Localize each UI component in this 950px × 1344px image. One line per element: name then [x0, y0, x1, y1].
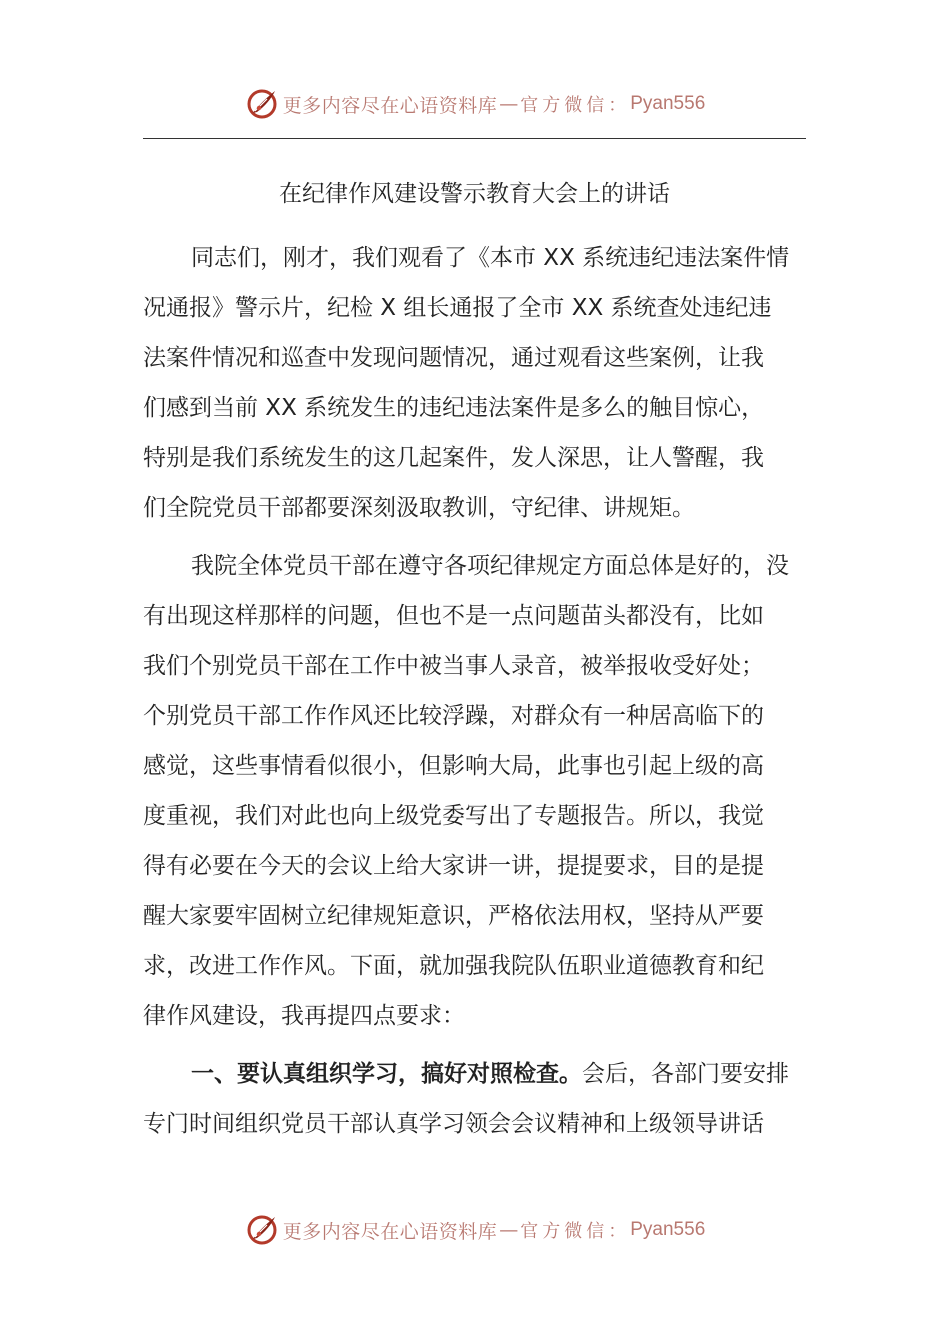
text-line: 况通报》警示片，纪检 X 组长通报了全市 XX 系统查处违纪违 [143, 295, 772, 321]
text-line: 有出现这样那样的问题，但也不是一点问题苗头都没有，比如 [143, 603, 764, 629]
text-line: 个别党员干部工作作风还比较浮躁，对群众有一种居高临下的 [143, 703, 764, 729]
text-line: 感觉，这些事情看似很小，但影响大局，此事也引起上级的高 [143, 753, 764, 779]
text-line [143, 1049, 806, 1099]
banner-wechat-label: 官方微信： [520, 95, 631, 116]
text-line: 律作风建设，我再提四点要求： [143, 1003, 465, 1029]
banner-separator: — [499, 1219, 519, 1241]
text-line: 醒大家要牢固树立纪律规矩意识，严格依法用权，坚持从严要 [143, 903, 764, 929]
text-line: 们全院党员干部都要深刻汲取教训，守纪律、讲规矩。 [143, 495, 695, 521]
banner-slogan: 更多内容尽在心语资料库 [282, 94, 498, 117]
quill-logo-icon [245, 87, 279, 121]
document-body [143, 233, 806, 1149]
section-heading: 一、要认真组织学习，搞好对照检查。 [191, 1061, 582, 1087]
text-line: 特别是我们系统发生的这几起案件，发人深思，让人警醒，我 [143, 445, 764, 471]
document-title: 在纪律作风建设警示教育大会上的讲话 [279, 181, 670, 207]
paragraph-3 [143, 1049, 806, 1149]
text-line: 专门时间组织党员干部认真学习领会会议精神和上级领导讲话 [143, 1111, 764, 1137]
text-line: 我院全体党员干部在遵守各项纪律规定方面总体是好的，没 [191, 553, 789, 579]
text-line: 同志们，刚才，我们观看了《本市 XX 系统违纪违法案件情 [191, 245, 790, 271]
text-line: 法案件情况和巡查中发现问题情况，通过观看这些案例，让我 [143, 345, 764, 371]
banner-wechat-label: 官方微信： [520, 1221, 631, 1242]
text-line: 求，改进工作作风。下面，就加强我院队伍职业道德教育和纪 [143, 953, 764, 979]
section-text: 会后，各部门要安排 [582, 1061, 789, 1087]
text-line: 们感到当前 XX 系统发生的违纪违法案件是多么的触目惊心， [143, 395, 765, 421]
quill-logo-icon [245, 1213, 279, 1247]
banner-wechat-id: Pyan556 [630, 1219, 706, 1240]
banner-wechat-id: Pyan556 [630, 93, 706, 114]
banner-slogan: 更多内容尽在心语资料库 [282, 1220, 498, 1243]
header-divider [143, 138, 806, 139]
text-line: 我们个别党员干部在工作中被当事人录音，被举报收受好处； [143, 653, 764, 679]
text-line: 得有必要在今天的会议上给大家讲一讲，提提要求，目的是提 [143, 853, 764, 879]
paragraph-2 [143, 541, 806, 1041]
paragraph-1 [143, 233, 806, 533]
banner-separator: — [499, 93, 519, 115]
text-line: 度重视，我们对此也向上级党委写出了专题报告。所以，我觉 [143, 803, 764, 829]
header-banner [0, 84, 950, 124]
footer-banner [0, 1210, 950, 1250]
